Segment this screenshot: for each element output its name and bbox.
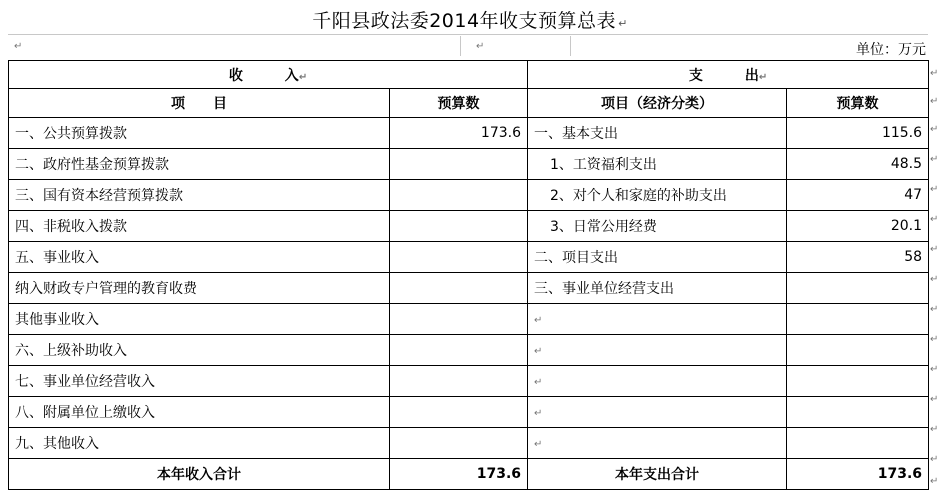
income-item: 二、政府性基金预算拨款 [9, 149, 390, 180]
expense-total-value: 173.6 [787, 459, 929, 490]
paragraph-mark: ↵ [930, 394, 939, 405]
expense-item: 1、工资福利支出 [528, 149, 787, 180]
income-value [390, 242, 528, 273]
expense-item: 二、项目支出 [528, 242, 787, 273]
expense-value: 20.1 [787, 211, 929, 242]
paragraph-mark: ↵ [930, 96, 939, 107]
table-row [9, 397, 929, 428]
income-item: 六、上级补助收入 [9, 335, 390, 366]
expense-value: 47 [787, 180, 929, 211]
expense-item [528, 397, 787, 428]
paragraph-mark: ↵ [930, 214, 939, 225]
expense-item-column-header: 项目（经济分类） [528, 89, 787, 118]
expense-item [528, 428, 787, 459]
paragraph-mark: ↵ [930, 304, 939, 315]
income-item: 纳入财政专户管理的教育收费 [9, 273, 390, 304]
table-row [9, 273, 929, 304]
income-item: 一、公共预算拨款 [9, 118, 390, 149]
expense-item [528, 335, 787, 366]
income-value [390, 304, 528, 335]
paragraph-mark: ↵ [534, 439, 543, 450]
section-header-row [9, 61, 929, 89]
income-item: 八、附属单位上缴收入 [9, 397, 390, 428]
income-header-text: 收 入 [228, 67, 299, 84]
expense-value [787, 273, 929, 304]
table-row [9, 335, 929, 366]
title-text: 千阳县政法委2014年收支预算总表 [312, 10, 617, 32]
income-item: 九、其他收入 [9, 428, 390, 459]
expense-value: 48.5 [787, 149, 929, 180]
income-value [390, 211, 528, 242]
expense-value [787, 366, 929, 397]
income-value [390, 149, 528, 180]
expense-item [528, 366, 787, 397]
paragraph-mark: ↵ [930, 454, 939, 465]
income-header [9, 61, 528, 89]
table-row [9, 304, 929, 335]
income-item: 五、事业收入 [9, 242, 390, 273]
budget-table [8, 60, 929, 490]
paragraph-mark: ↵ [930, 244, 939, 255]
paragraph-mark: ↵ [298, 71, 308, 83]
expense-item: 3、日常公用经费 [528, 211, 787, 242]
paragraph-mark: ↵ [930, 124, 939, 135]
paragraph-mark: ↵ [618, 17, 628, 30]
income-value [390, 428, 528, 459]
title-divider [8, 34, 928, 35]
table-row [9, 211, 929, 242]
table-row [9, 118, 929, 149]
paragraph-mark: ↵ [930, 68, 939, 79]
table-row [9, 366, 929, 397]
paragraph-mark: ↵ [476, 41, 485, 52]
paragraph-mark: ↵ [758, 71, 768, 83]
expense-value [787, 304, 929, 335]
paragraph-mark: ↵ [14, 41, 23, 52]
paragraph-mark: ↵ [534, 377, 543, 388]
row-end-marks [928, 60, 940, 490]
paragraph-mark: ↵ [930, 476, 939, 487]
income-total-label: 本年收入合计 [9, 459, 390, 490]
income-item-column-header: 项 目 [9, 89, 390, 118]
paragraph-mark: ↵ [930, 364, 939, 375]
ghost-cell [8, 36, 461, 56]
income-value [390, 366, 528, 397]
paragraph-mark: ↵ [930, 274, 939, 285]
income-value [390, 273, 528, 304]
expense-value: 58 [787, 242, 929, 273]
expense-total-label: 本年支出合计 [528, 459, 787, 490]
income-item: 其他事业收入 [9, 304, 390, 335]
expense-value [787, 397, 929, 428]
paragraph-mark: ↵ [930, 154, 939, 165]
income-item: 四、非税收入拨款 [9, 211, 390, 242]
total-row [9, 459, 929, 490]
expense-item: 2、对个人和家庭的补助支出 [528, 180, 787, 211]
paragraph-mark: ↵ [534, 315, 543, 326]
paragraph-mark: ↵ [930, 334, 939, 345]
paragraph-mark: ↵ [930, 424, 939, 435]
expense-header [528, 61, 929, 89]
unit-label: 单位：万元 [856, 42, 926, 58]
column-header-row [9, 89, 929, 118]
expense-item [528, 304, 787, 335]
expense-budget-column-header: 预算数 [787, 89, 929, 118]
income-value: 173.6 [390, 118, 528, 149]
income-total-value: 173.6 [390, 459, 528, 490]
expense-header-text: 支 出 [688, 67, 759, 84]
expense-value [787, 428, 929, 459]
expense-value: 115.6 [787, 118, 929, 149]
table-row [9, 428, 929, 459]
income-item: 七、事业单位经营收入 [9, 366, 390, 397]
table-row [9, 149, 929, 180]
document-title [0, 6, 940, 33]
paragraph-mark: ↵ [534, 346, 543, 357]
income-item: 三、国有资本经营预算拨款 [9, 180, 390, 211]
paragraph-mark: ↵ [930, 184, 939, 195]
expense-item: 三、事业单位经营支出 [528, 273, 787, 304]
income-value [390, 335, 528, 366]
expense-item: 一、基本支出 [528, 118, 787, 149]
income-value [390, 397, 528, 428]
table-row [9, 180, 929, 211]
income-value [390, 180, 528, 211]
unit-row [8, 36, 928, 56]
paragraph-mark: ↵ [534, 408, 543, 419]
income-budget-column-header: 预算数 [390, 89, 528, 118]
expense-value [787, 335, 929, 366]
table-row [9, 242, 929, 273]
